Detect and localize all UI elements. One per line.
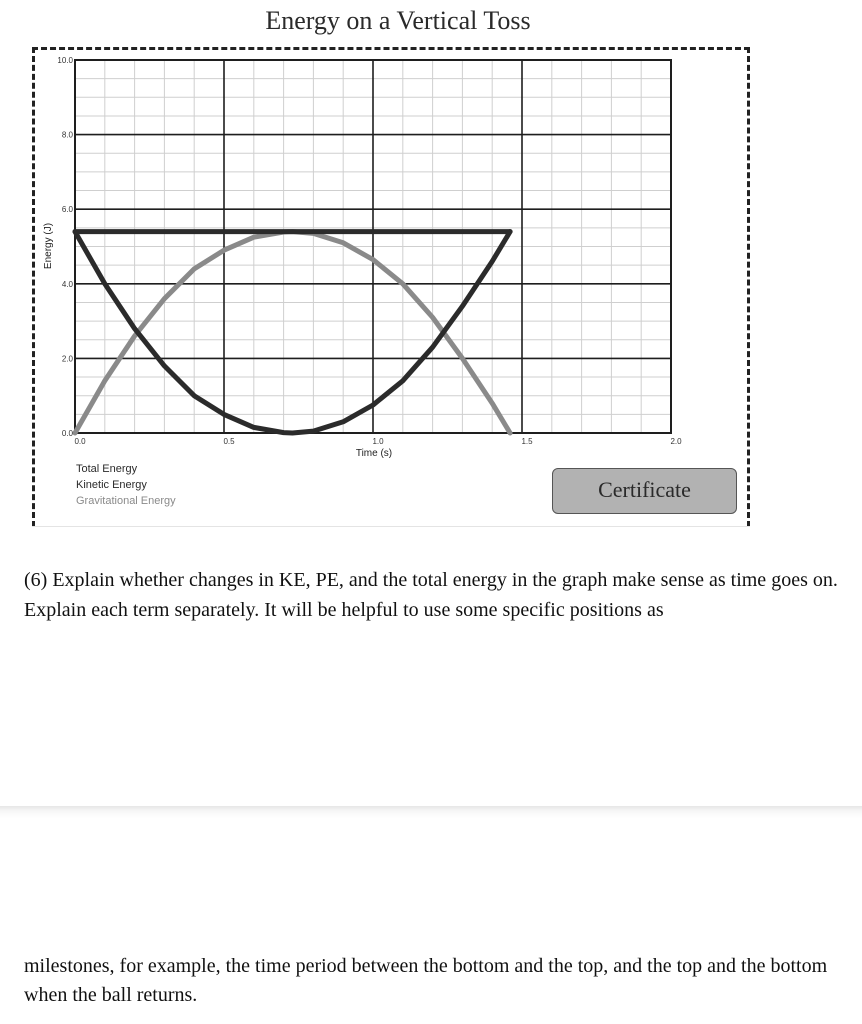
question-continuation-text: milestones, for example, the time period between the bottom and the top, and the top and the bottom when the ball returns. (24, 955, 828, 1006)
x-tick-label: 0.5 (223, 437, 235, 446)
chart-title: Energy on a Vertical Toss (265, 6, 531, 35)
chart-legend (76, 461, 176, 509)
y-tick-label: 2.0 (61, 354, 73, 364)
page-separator (0, 806, 862, 818)
x-tick-label: 2.0 (670, 437, 682, 446)
y-tick-label: 10.0 (57, 56, 73, 65)
x-tick-label: 1.0 (372, 437, 384, 446)
y-tick-label: 8.0 (61, 130, 73, 140)
question-text: (6) Explain whether changes in KE, PE, and the total energy in the graph make sense as time goes on. Explain each term separately. It will be helpful to use some specific positions as (24, 569, 838, 621)
y-tick-label: 6.0 (61, 205, 73, 215)
legend-item-gravitational-energy: Gravitational Energy (76, 495, 176, 507)
y-axis-label: Energy (J) (43, 222, 54, 270)
x-axis-label: Time (s) (355, 448, 393, 459)
y-tick-label: 4.0 (61, 279, 73, 289)
certificate-button[interactable]: Certificate (552, 468, 737, 514)
x-tick-label: 0.0 (74, 437, 86, 446)
legend-item-kinetic-energy: Kinetic Energy (76, 479, 147, 491)
kinetic-energy-line (75, 232, 510, 433)
legend-item-total-energy: Total Energy (76, 463, 138, 475)
x-tick-label: 1.5 (521, 437, 533, 446)
y-tick-label: 0.0 (61, 429, 73, 438)
